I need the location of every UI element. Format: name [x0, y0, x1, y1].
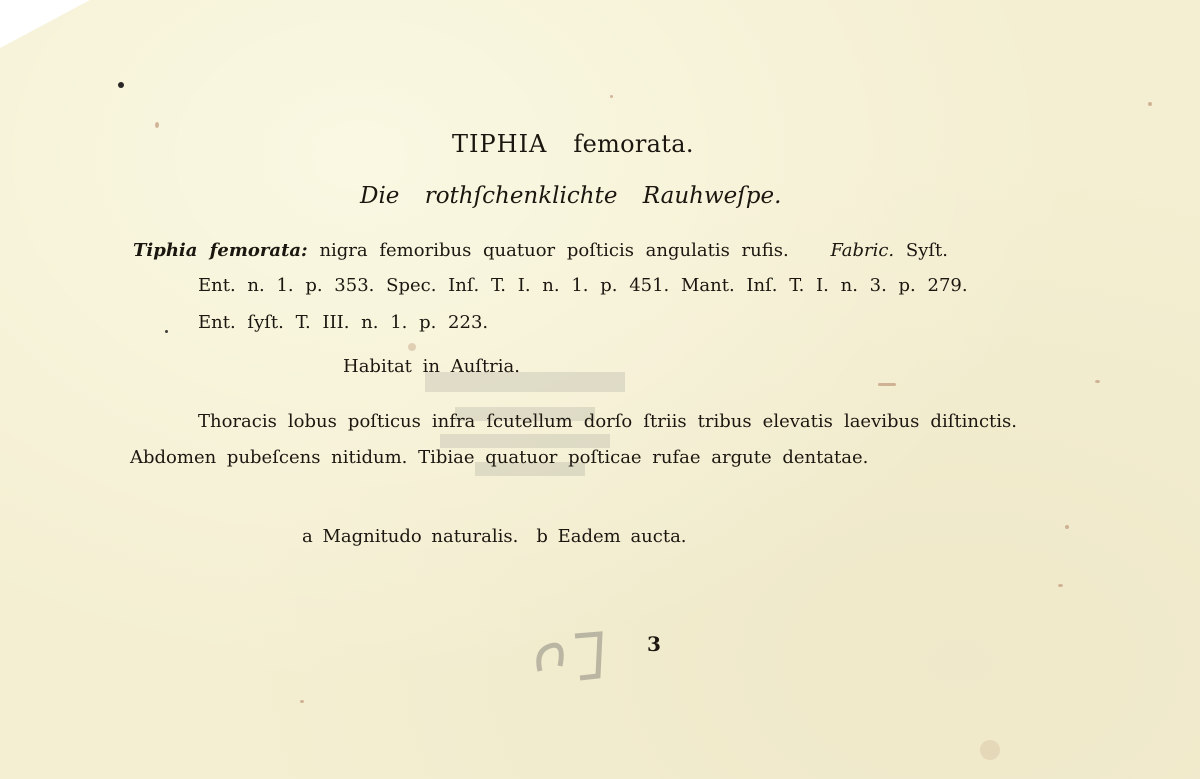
figure-caption — [302, 526, 687, 547]
paper-speck — [1095, 380, 1100, 383]
paper-speck — [878, 383, 896, 386]
paper-speck — [165, 330, 168, 333]
title-genus: TIPHIA — [452, 130, 548, 158]
habitat-line: Habitat in Auſtria. — [343, 356, 521, 377]
synonymy-diagnosis: nigra femoribus quatuor poſticis angulatis rufis. — [319, 240, 789, 261]
synonymy-line-1 — [133, 240, 948, 261]
caption-a: a Magnitudo naturalis. — [302, 526, 519, 547]
page-subtitle: Die rothſchenklichte Rauhweſpe. — [360, 183, 782, 209]
paper-speck — [300, 700, 304, 703]
page-title — [452, 130, 694, 158]
paper-corner-fold — [0, 0, 90, 48]
paper-speck — [610, 95, 613, 98]
caption-b: b Eadem aucta. — [536, 526, 687, 547]
synonymy-line1-tail: Syſt. — [905, 240, 948, 261]
synonymy-name: Tiphia femorata: — [133, 240, 308, 261]
synonymy-author: Fabric. — [830, 240, 895, 261]
page-number: 3 — [647, 632, 661, 656]
paper-speck — [1058, 584, 1063, 587]
description-paragraph: Thoracis lobus poſticus infra ſcutellum dorſo ſtriis tribus elevatis laevibus diſtinctis. Abdomen pubeſcens nitidum. Tibiae quatuor poſticae rufae argute dentatae. — [130, 411, 1017, 468]
paper-speck — [118, 82, 124, 88]
paper-speck — [1148, 102, 1152, 106]
synonymy-line-2: Ent. n. 1. p. 353. Spec. Inſ. T. I. n. 1. p. 451. Mant. Inſ. T. I. n. 3. p. 279. — [198, 275, 968, 296]
title-species: femorata. — [573, 130, 694, 158]
ink-mark — [530, 626, 610, 686]
paper-speck — [980, 740, 1000, 760]
paper-speck — [155, 122, 159, 128]
synonymy-line-3: Ent. ſyſt. T. III. n. 1. p. 223. — [198, 312, 489, 333]
paper-speck — [408, 343, 416, 351]
paper-speck — [1065, 525, 1069, 529]
